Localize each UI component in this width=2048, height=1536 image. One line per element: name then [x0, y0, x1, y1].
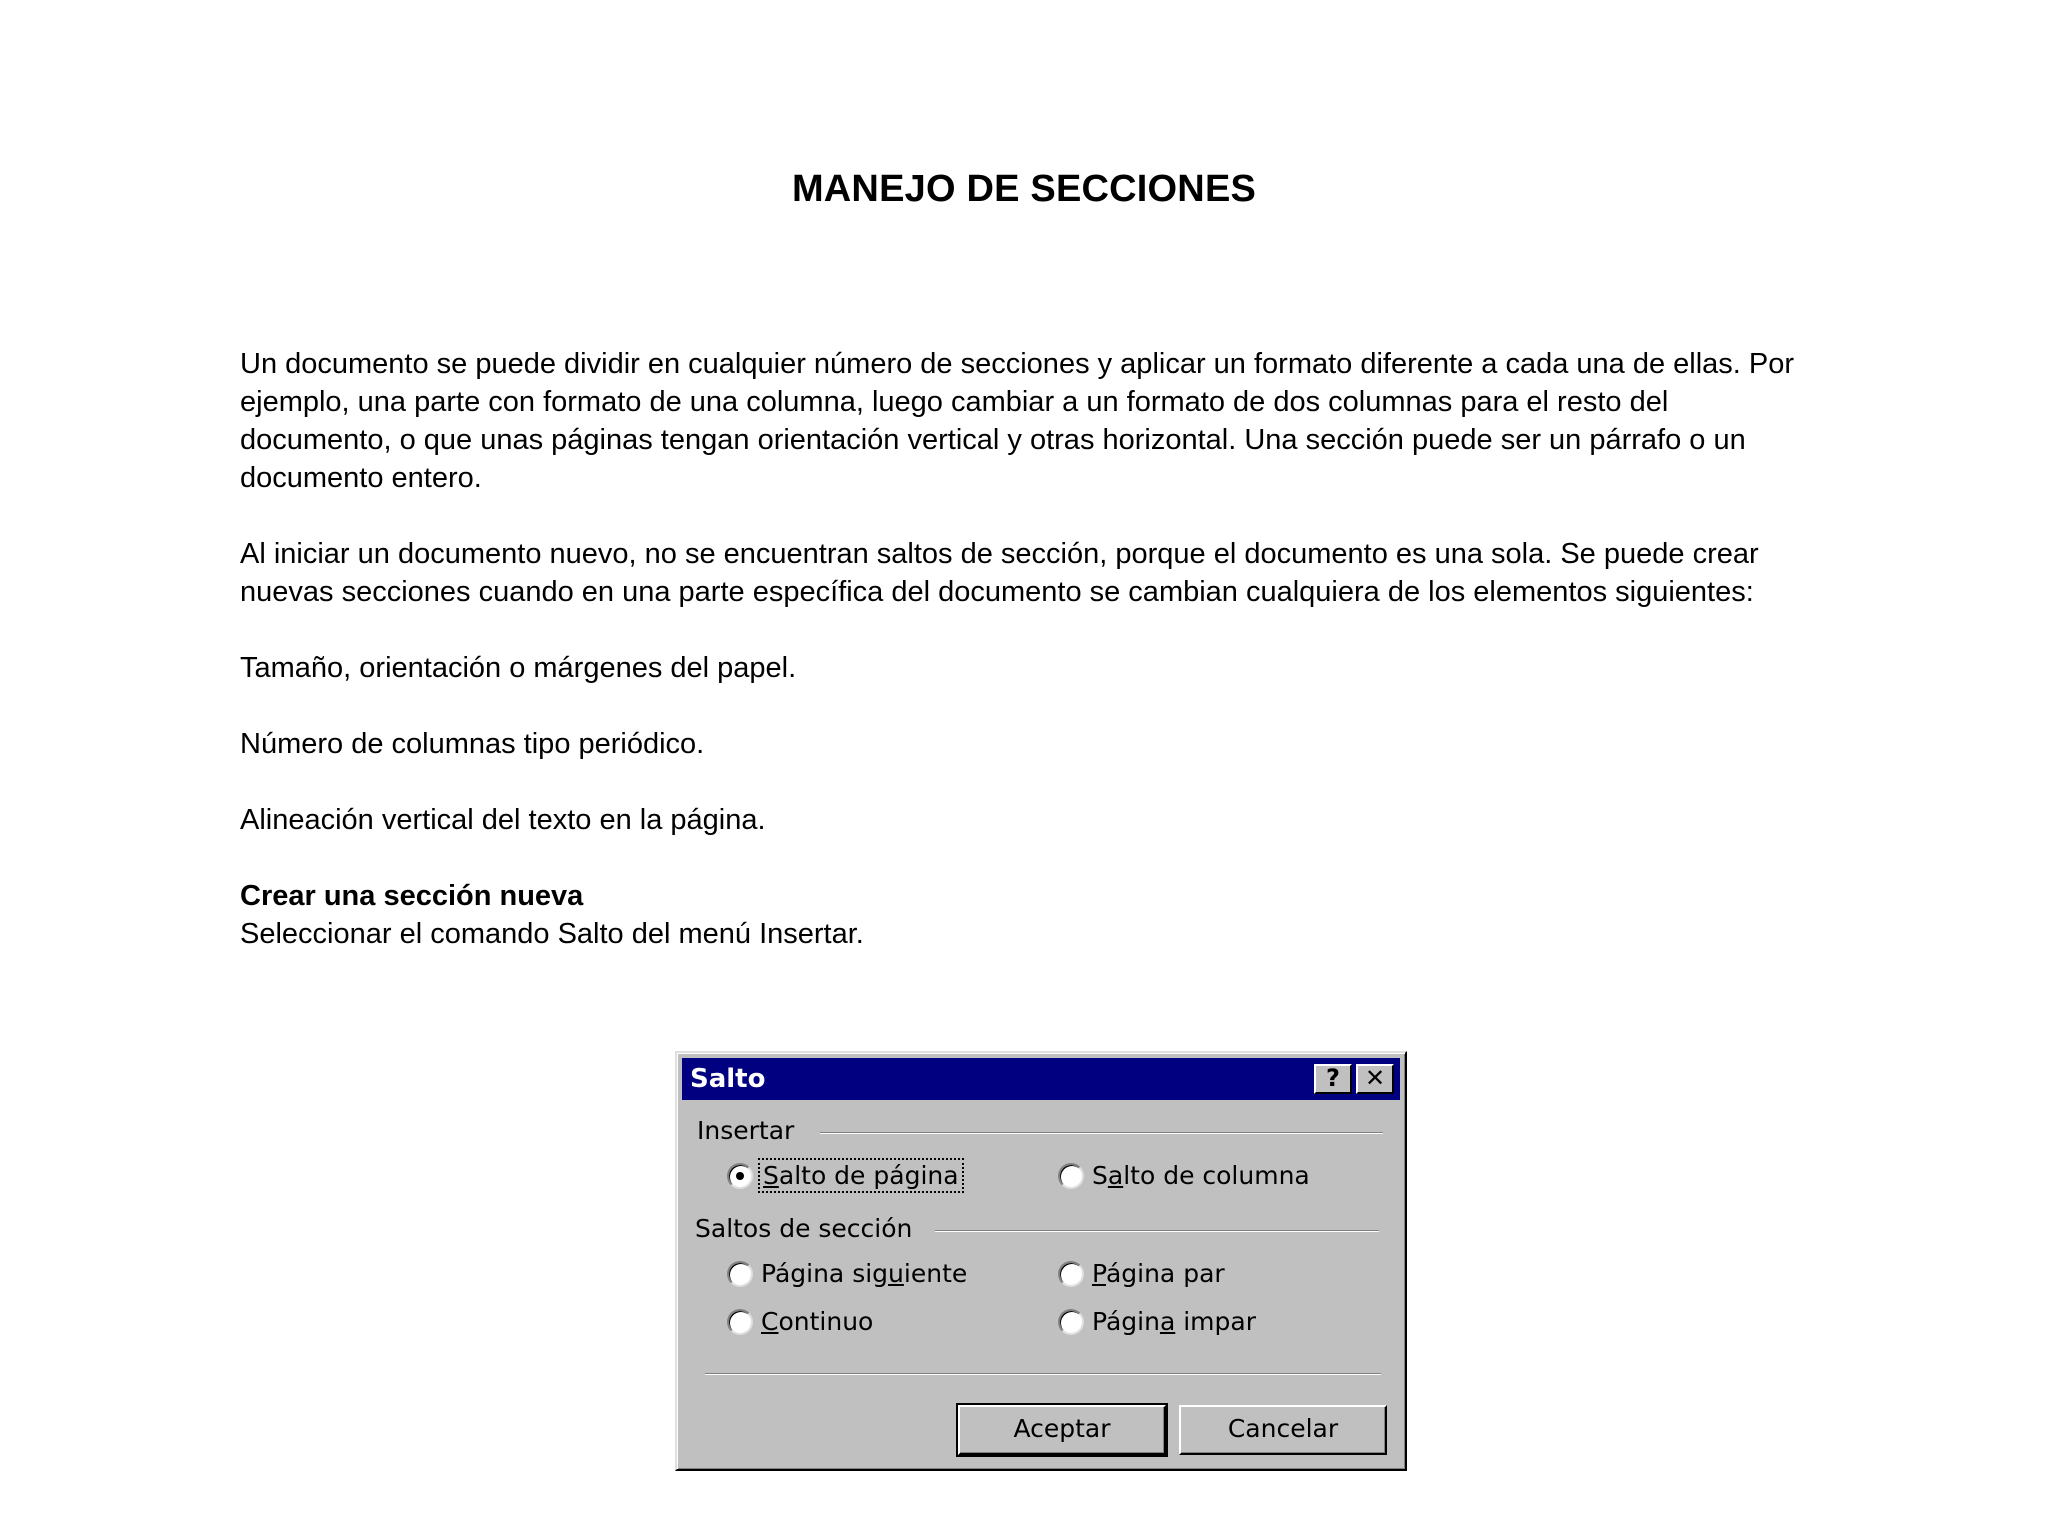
page-title: MANEJO DE SECCIONES: [791, 168, 1257, 210]
radio-pagina-impar[interactable]: [1058, 1307, 1256, 1336]
radio-label: Página siguiente: [761, 1259, 968, 1288]
radio-indicator: [1058, 1261, 1084, 1287]
dialog-title: Salto: [690, 1064, 766, 1094]
list-item: Tamaño, orientación o márgenes del papel.: [240, 652, 797, 684]
radio-label: Página par: [1092, 1259, 1225, 1288]
radio-salto-de-columna[interactable]: [1058, 1161, 1310, 1190]
document-body: [240, 345, 1820, 953]
radio-label: Salto de página: [763, 1161, 959, 1190]
close-button[interactable]: [1356, 1064, 1394, 1094]
close-icon: ✕: [1364, 1064, 1386, 1092]
cancelar-button[interactable]: Cancelar: [1179, 1405, 1387, 1455]
group-divider: [820, 1132, 1383, 1134]
radio-pagina-par[interactable]: [1058, 1259, 1225, 1288]
radio-label: Página impar: [1092, 1307, 1256, 1336]
radio-pagina-siguiente[interactable]: [727, 1259, 967, 1288]
group-divider: [935, 1230, 1379, 1232]
radio-label: Continuo: [761, 1307, 874, 1336]
paragraph-intro: Un documento se puede dividir en cualquier número de secciones y aplicar un formato diferente a cada una de ellas. Por ejemplo, una parte con formato de una columna, luego cambiar a un formato de dos columnas para el resto del documento, o que unas páginas tengan orientación vertical y otras horizontal. Una sección puede ser un párrafo o un documento entero.: [240, 348, 1795, 494]
radio-indicator: [1058, 1163, 1084, 1189]
paragraph-instruction: Seleccionar el comando Salto del menú Insertar.: [240, 918, 864, 950]
group-label-saltos-de-seccion: Saltos de sección: [695, 1214, 920, 1243]
list-item: Alineación vertical del texto en la página.: [240, 804, 766, 836]
radio-salto-de-pagina[interactable]: [727, 1161, 961, 1190]
button-separator: [705, 1373, 1381, 1375]
help-icon: ?: [1326, 1064, 1340, 1092]
list-item: Número de columnas tipo periódico.: [240, 728, 705, 760]
aceptar-button[interactable]: Aceptar: [958, 1405, 1166, 1455]
radio-indicator: [727, 1261, 753, 1287]
radio-indicator-checked: [727, 1163, 753, 1189]
subheading: Crear una sección nueva: [240, 880, 584, 912]
dialog-titlebar[interactable]: [682, 1058, 1400, 1100]
radio-continuo[interactable]: [727, 1307, 873, 1336]
radio-label: Salto de columna: [1092, 1161, 1310, 1190]
radio-indicator: [1058, 1309, 1084, 1335]
radio-indicator: [727, 1309, 753, 1335]
help-button[interactable]: [1314, 1064, 1352, 1094]
paragraph-new-document: Al iniciar un documento nuevo, no se encuentran saltos de sección, porque el documento es una sola. Se puede crear nuevas secciones cuando en una parte específica del documento se cambian cualquiera de los elementos siguientes:: [240, 538, 1759, 608]
group-label-insertar: Insertar: [697, 1116, 802, 1145]
salto-dialog: [675, 1051, 1407, 1471]
